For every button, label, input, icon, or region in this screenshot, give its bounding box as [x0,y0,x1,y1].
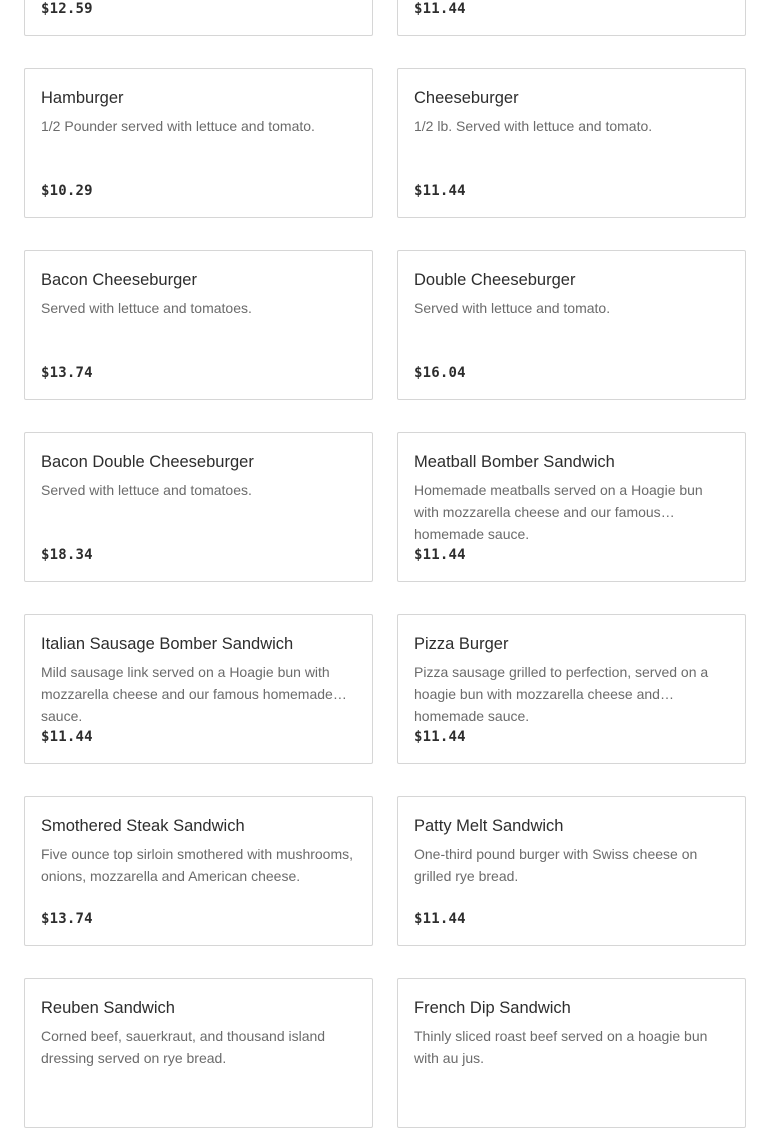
menu-item-name: Meatball Bomber Sandwich [414,453,615,471]
menu-item-description: 1/2 Pounder served with lettuce and tomato. [41,118,315,134]
menu-item-price: $18.34 [41,547,93,563]
menu-item-description: Homemade meatballs served on a Hoagie bun with mozzarella cheese and our famous homemade sauce. [414,482,703,542]
menu-item-name: Smothered Steak Sandwich [41,817,245,835]
menu-item-name: Double Cheeseburger [414,271,576,289]
menu-item-card[interactable] [397,250,746,400]
menu-item-price: $13.74 [41,911,93,927]
menu-item-card[interactable] [24,796,373,946]
menu-item-price: $13.74 [41,365,93,381]
menu-item-description: Served with lettuce and tomatoes. [41,482,252,498]
menu-item-price: $11.44 [41,729,93,745]
menu-item-name: French Dip Sandwich [414,999,571,1017]
menu-item-card[interactable] [24,614,373,764]
menu-item-price: $10.29 [41,183,93,199]
menu-item-price: $16.04 [414,365,466,381]
menu-item-description: Served with lettuce and tomato. [414,300,611,316]
menu-item-description: Mild sausage link served on a Hoagie bun with mozzarella cheese and our famous homemade sauce. [41,664,333,724]
menu-item-price: $11.44 [414,547,466,563]
menu-item-price: $11.44 [414,729,466,745]
menu-item-name: Hamburger [41,89,124,107]
menu-item-card[interactable] [24,978,373,1128]
menu-item-description: One-third pound burger with Swiss cheese on grilled rye bread. [414,846,698,884]
menu-item-description: Pizza sausage grilled to perfection, served on a hoagie bun with mozzarella cheese and homemade sauce. [414,664,709,724]
menu-item-card[interactable] [397,978,746,1128]
menu-item-card[interactable] [397,614,746,764]
menu-item-card[interactable] [24,432,373,582]
menu-item-name: Patty Melt Sandwich [414,817,564,835]
menu-item-card[interactable] [397,796,746,946]
menu-item-name: Bacon Cheeseburger [41,271,197,289]
menu-item-card[interactable] [397,432,746,582]
menu-item-card[interactable] [397,68,746,218]
menu-item-description: 1/2 lb. Served with lettuce and tomato. [414,118,653,134]
menu-item-card[interactable] [24,0,373,36]
menu-item-description: Corned beef, sauerkraut, and thousand island dressing served on rye bread. [41,1028,326,1066]
menu-item-price: $11.44 [414,911,466,927]
menu-item-card[interactable] [24,68,373,218]
menu-item-name: Italian Sausage Bomber Sandwich [41,635,294,653]
menu-item-price: $12.59 [41,1,93,17]
menu-item-price: $11.44 [414,1,466,17]
menu-item-name: Cheeseburger [414,89,519,107]
menu-item-description: Five ounce top sirloin smothered with mushrooms, onions, mozzarella and American cheese. [41,846,354,884]
menu-item-price: $11.44 [414,183,466,199]
menu-item-card[interactable] [24,250,373,400]
menu-item-card[interactable] [397,0,746,36]
menu-item-description: Served with lettuce and tomatoes. [41,300,252,316]
menu-item-description: Thinly sliced roast beef served on a hoagie bun with au jus. [414,1028,708,1066]
menu-item-name: Bacon Double Cheeseburger [41,453,254,471]
menu-item-name: Pizza Burger [414,635,509,653]
menu-item-name: Reuben Sandwich [41,999,175,1017]
menu-items-grid [24,0,746,1128]
